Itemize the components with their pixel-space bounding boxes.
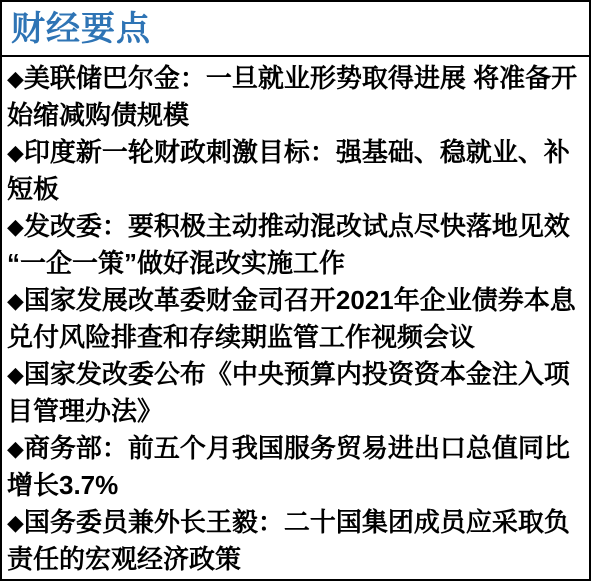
diamond-bullet-icon: ◆ <box>7 510 24 535</box>
news-list <box>2 57 589 578</box>
list-item <box>7 504 584 578</box>
news-item-text: 国家发改委公布《中央预算内投资资本金注入项目管理办法》 <box>7 359 570 426</box>
news-item-text: 印度新一轮财政刺激目标：强基础、稳就业、补短板 <box>7 137 570 204</box>
list-item <box>7 430 584 504</box>
diamond-bullet-icon: ◆ <box>7 436 24 461</box>
diamond-bullet-icon: ◆ <box>7 66 24 91</box>
diamond-bullet-icon: ◆ <box>7 362 24 387</box>
news-item-text: 国家发展改革委财金司召开2021年企业债券本息兑付风险排查和存续期监管工作视频会议 <box>7 285 576 352</box>
page-title: 财经要点 <box>11 9 151 48</box>
list-item <box>7 134 584 208</box>
title-row <box>2 2 589 57</box>
news-item-text: 美联储巴尔金：一旦就业形势取得进展 将准备开始缩减购债规模 <box>7 63 578 130</box>
list-item <box>7 208 584 282</box>
list-item <box>7 60 584 134</box>
news-item-text: 发改委：要积极主动推动混改试点尽快落地见效 “一企一策”做好混改实施工作 <box>7 211 570 278</box>
diamond-bullet-icon: ◆ <box>7 288 24 313</box>
list-item <box>7 356 584 430</box>
news-item-text: 国务委员兼外长王毅：二十国集团成员应采取负责任的宏观经济政策 <box>7 507 570 574</box>
news-item-text: 商务部：前五个月我国服务贸易进出口总值同比增长3.7% <box>7 433 570 500</box>
list-item <box>7 282 584 356</box>
diamond-bullet-icon: ◆ <box>7 140 24 165</box>
diamond-bullet-icon: ◆ <box>7 214 24 239</box>
